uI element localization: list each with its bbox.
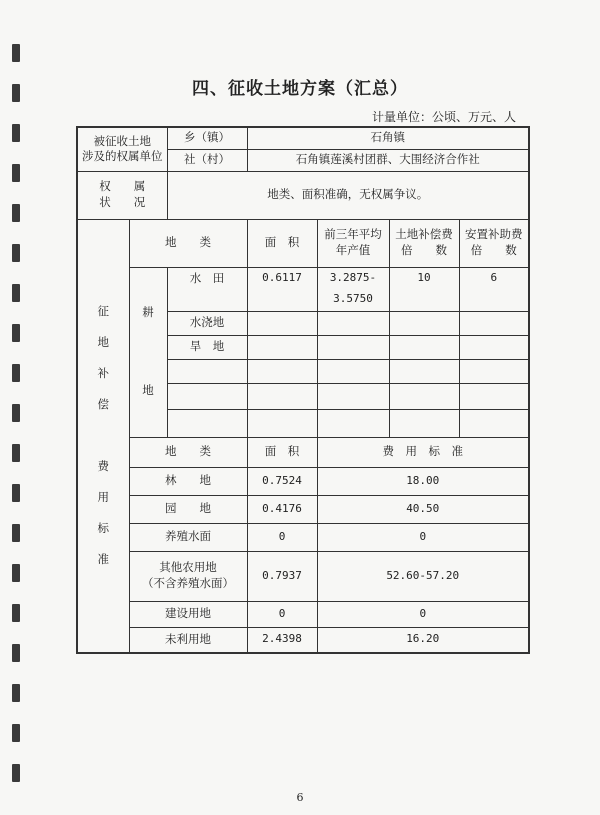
cultivated-row-land-comp [389,335,459,359]
compensation-char: 准 [97,552,109,567]
binding-hole [12,444,20,462]
compensation-char: 费 [97,459,109,474]
village-label: 社（村） [167,149,247,171]
cultivated-header-area: 面 积 [247,219,317,267]
cultivated-row-land-comp: 10 [389,267,459,311]
compensation-label [77,219,129,653]
owner-label-line2: 涉及的权属单位 [82,149,163,164]
ownership-value: 地类、面积准确，无权属争议。 [167,171,529,219]
cultivated-row-avg [317,311,389,335]
cultivated-row-avg [317,267,389,311]
avg-line1: 3.2875- [329,271,377,285]
binding-hole [12,524,20,542]
binding-hole [12,404,20,422]
compensation-char: 用 [97,490,109,505]
binding-hole [12,324,20,342]
other-row-type: 建设用地 [129,601,247,627]
cultivated-row-type: 水浇地 [167,311,247,335]
cultivated-char: 地 [142,383,154,398]
empty-cell [389,359,459,383]
cultivated-label [129,267,167,437]
empty-cell [459,409,529,437]
empty-cell [247,409,317,437]
land-requisition-table [76,126,530,654]
cultivated-row-resettle [459,311,529,335]
other-row-area: 0 [247,523,317,551]
binding-hole [12,684,20,702]
empty-cell [247,359,317,383]
other-row-type: 养殖水面 [129,523,247,551]
page-number: 6 [296,791,304,804]
cultivated-header-resettle [459,219,529,267]
cultivated-header-type: 地 类 [129,219,247,267]
owner-label-line1: 被征收土地 [93,133,151,148]
ownership-label-cell [77,171,167,219]
other-row-type: 园 地 [129,495,247,523]
binding-hole [12,564,20,582]
village-value: 石角镇莲溪村团群、大围经济合作社 [247,149,529,171]
empty-cell [317,409,389,437]
other-row-area: 0.4176 [247,495,317,523]
binding-hole [12,244,20,262]
empty-cell [247,383,317,409]
other-row-standard: 52.60-57.20 [317,551,529,601]
other-header-area: 面 积 [247,437,317,467]
binding-hole [12,364,20,382]
cultivated-row-type: 旱 地 [167,335,247,359]
other-row-area: 0.7524 [247,467,317,495]
empty-cell [389,383,459,409]
measurement-unit: 计量单位：公顷、万元、人 [371,110,516,124]
binding-hole [12,44,20,62]
cultivated-row-area: 0.6117 [247,267,317,311]
empty-cell [167,383,247,409]
empty-cell [389,409,459,437]
binding-hole [12,164,20,182]
binding-hole [12,604,20,622]
cultivated-row-land-comp [389,311,459,335]
empty-cell [317,383,389,409]
other-row-standard: 18.00 [317,467,529,495]
empty-cell [167,409,247,437]
land-comp-header-line2: 倍 数 [401,243,447,257]
other-row-type: 未利用地 [129,627,247,653]
avg-header-line2: 年产值 [335,243,371,257]
other-row-standard: 0 [317,601,529,627]
other-row-type [129,551,247,601]
empty-cell [459,359,529,383]
other-row-area: 0 [247,601,317,627]
other-row-area: 2.4398 [247,627,317,653]
compensation-char: 地 [97,334,109,349]
binding-hole [12,764,20,782]
cultivated-row-area [247,311,317,335]
compensation-char: 标 [97,521,109,536]
ownership-label-line1: 权 属 [99,179,146,194]
other-header-standard: 费 用 标 准 [317,437,529,467]
compensation-char: 补 [97,365,109,380]
page-title: 四、征收土地方案（汇总） [192,79,408,99]
town-value: 石角镇 [247,127,529,149]
resettle-header-line2: 倍 数 [470,243,517,257]
binding-holes [0,0,34,815]
cultivated-char: 耕 [142,305,154,320]
binding-hole [12,284,20,302]
avg-header-line1: 前三年平均 [324,227,382,242]
avg-line2: 3.5750 [333,292,373,305]
cultivated-row-resettle [459,335,529,359]
ownership-label-line2: 状 况 [99,195,146,209]
binding-hole [12,484,20,502]
empty-cell [317,359,389,383]
other-row-type: 林 地 [129,467,247,495]
binding-hole [12,204,20,222]
town-label: 乡（镇） [167,127,247,149]
other-type-line2: （不含养殖水面） [142,576,234,590]
other-row-standard: 16.20 [317,627,529,653]
binding-hole [12,724,20,742]
cultivated-header-avg [317,219,389,267]
other-row-area: 0.7937 [247,551,317,601]
compensation-char: 偿 [97,396,109,411]
other-type-line1: 其他农用地 [159,560,217,575]
compensation-char: 征 [97,303,109,318]
other-header-type: 地 类 [129,437,247,467]
binding-hole [12,124,20,142]
binding-hole [12,644,20,662]
resettle-header-line1: 安置补助费 [465,227,523,242]
empty-cell [459,383,529,409]
cultivated-row-avg [317,335,389,359]
land-comp-header-line1: 土地补偿费 [395,227,453,242]
owner-label-cell [77,127,167,171]
cultivated-row-resettle: 6 [459,267,529,311]
cultivated-row-type: 水 田 [167,267,247,311]
cultivated-header-land-comp [389,219,459,267]
other-row-standard: 0 [317,523,529,551]
cultivated-row-area [247,335,317,359]
empty-cell [167,359,247,383]
other-row-standard: 40.50 [317,495,529,523]
